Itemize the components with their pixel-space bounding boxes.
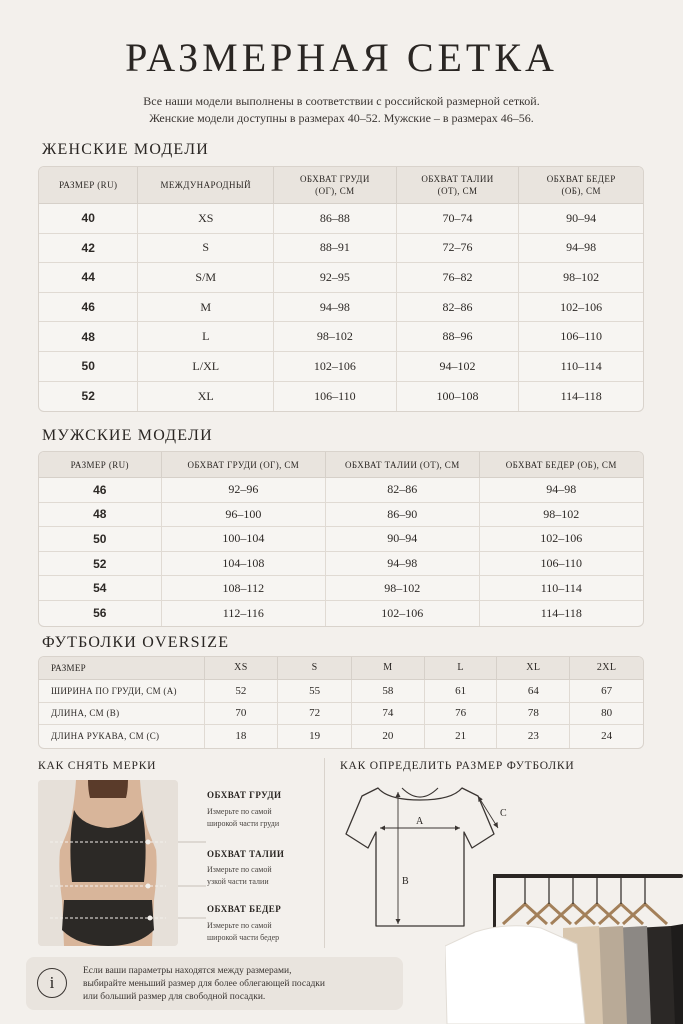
row-label-cell: 46 xyxy=(39,293,138,323)
table-cell: 76 xyxy=(425,703,498,726)
col-header: РАЗМЕР (RU) xyxy=(39,167,138,204)
intro-text xyxy=(0,93,683,127)
table-row xyxy=(39,263,643,293)
table-cell: 72–76 xyxy=(397,234,520,264)
men-section-title: МУЖСКИЕ МОДЕЛИ xyxy=(42,427,213,444)
table-row xyxy=(39,352,643,382)
table-cell: 72 xyxy=(278,703,352,726)
col-header: XL xyxy=(497,657,570,680)
table-cell: 92–95 xyxy=(274,263,397,293)
men-size-table xyxy=(38,451,644,627)
table-cell: 82–86 xyxy=(326,478,479,503)
table-row xyxy=(39,680,643,703)
table-cell: 94–98 xyxy=(519,234,643,264)
table-cell: L xyxy=(138,322,274,352)
col-header: ОБХВАТ ГРУДИ (ОГ), СМ xyxy=(274,167,397,204)
row-label-cell: 40 xyxy=(39,204,138,234)
table-cell: 106–110 xyxy=(274,382,397,412)
table-row xyxy=(39,601,643,626)
intro-line-2: Женские модели доступны в размерах 40–52. Мужские – в размерах 46–56. xyxy=(149,111,534,125)
col-header: L xyxy=(425,657,498,680)
table-cell: 108–112 xyxy=(162,576,326,601)
info-text xyxy=(83,965,393,1004)
chest-text xyxy=(207,806,317,830)
table-cell: 96–100 xyxy=(162,503,326,528)
table-cell: 19 xyxy=(278,725,352,748)
col-header: ОБХВАТ ТАЛИИ (ОТ), СМ xyxy=(326,452,479,478)
table-cell: 94–98 xyxy=(274,293,397,323)
table-row xyxy=(39,382,643,412)
table-cell: 23 xyxy=(497,725,570,748)
row-label-cell: 54 xyxy=(39,576,162,601)
table-cell: XS xyxy=(138,204,274,234)
table-cell: 58 xyxy=(352,680,425,703)
table-cell: 86–88 xyxy=(274,204,397,234)
info-line-2: выбирайте меньший размер для более облегающей посадки xyxy=(83,979,326,989)
row-label-cell: ДЛИНА РУКАВА, СМ (C) xyxy=(39,725,205,748)
table-cell: 106–110 xyxy=(480,552,643,577)
women-size-table xyxy=(38,166,644,412)
intro-line-1: Все наши модели выполнены в соответствии с российской размерной сеткой. xyxy=(143,94,540,108)
table-cell: 88–96 xyxy=(397,322,520,352)
page-title: РАЗМЕРНАЯ СЕТКА xyxy=(125,35,558,80)
label-c: C xyxy=(500,808,507,819)
row-label-cell: 48 xyxy=(39,503,162,528)
table-cell: 67 xyxy=(570,680,643,703)
chest-label: ОБХВАТ ГРУДИ xyxy=(207,790,282,800)
table-row xyxy=(39,703,643,726)
table-cell: 52 xyxy=(205,680,279,703)
row-label-cell: 42 xyxy=(39,234,138,264)
row-label-cell: 56 xyxy=(39,601,162,626)
table-cell: 88–91 xyxy=(274,234,397,264)
col-header: 2XL xyxy=(570,657,643,680)
info-icon: i xyxy=(37,968,67,998)
table-cell: 114–118 xyxy=(560,388,602,403)
hips-label: ОБХВАТ БЕДЕР xyxy=(207,904,282,914)
table-cell: 102–106 xyxy=(480,527,643,552)
table-cell: 114–118 xyxy=(540,605,582,620)
col-header: РАЗМЕР xyxy=(39,657,205,680)
table-cell: 106–110 xyxy=(519,322,643,352)
table-row xyxy=(39,576,643,601)
table-cell: 98–102 xyxy=(326,576,479,601)
tees-size-table xyxy=(38,656,644,749)
table-cell: 90–94 xyxy=(519,204,643,234)
table-row xyxy=(39,527,643,552)
table-row xyxy=(39,234,643,264)
table-cell: 64 xyxy=(497,680,570,703)
row-label-cell: 44 xyxy=(39,263,138,293)
clothing-rack-image xyxy=(445,870,683,1024)
table-cell: 104–108 xyxy=(162,552,326,577)
col-header: ОБХВАТ ГРУДИ (ОГ), СМ xyxy=(162,452,326,478)
row-label-cell: 50 xyxy=(39,527,162,552)
table-cell: 102–106 xyxy=(519,293,643,323)
col-header: M xyxy=(352,657,425,680)
table-row xyxy=(39,204,643,234)
tees-section-title: ФУТБОЛКИ OVERSIZE xyxy=(42,634,230,651)
table-cell: 102–106 xyxy=(326,601,479,626)
info-line-1: Если ваши параметры находятся между размерами, xyxy=(83,966,292,976)
table-cell: 70–74 xyxy=(397,204,520,234)
table-row xyxy=(39,478,643,503)
model-photo xyxy=(38,780,178,946)
waist-label: ОБХВАТ ТАЛИИ xyxy=(207,849,285,859)
row-label-cell: ДЛИНА, СМ (B) xyxy=(39,703,205,726)
hips-text-line-2: широкой части бедер xyxy=(207,933,280,942)
table-cell: 102–106 xyxy=(274,352,397,382)
table-cell: 70 xyxy=(205,703,279,726)
section-divider xyxy=(324,758,325,948)
table-cell: S/M xyxy=(138,263,274,293)
row-label-cell: 52 xyxy=(39,382,138,412)
label-a: A xyxy=(416,816,424,827)
col-header: ОБХВАТ БЕДЕР (ОБ), СМ xyxy=(519,167,643,204)
waist-text xyxy=(207,864,317,888)
chest-text-line-2: широкой части груди xyxy=(207,819,280,828)
waist-text-line-1: Измерьте по самой xyxy=(207,865,272,874)
row-label-cell: 50 xyxy=(39,352,138,382)
table-cell: 24 xyxy=(601,730,613,743)
hips-text xyxy=(207,920,317,944)
table-cell: 78 xyxy=(497,703,570,726)
row-label-cell: 46 xyxy=(39,478,162,503)
table-cell: 94–98 xyxy=(326,552,479,577)
table-cell: 110–114 xyxy=(480,576,643,601)
table-row xyxy=(39,552,643,577)
col-header: МЕЖДУНАРОДНЫЙ xyxy=(138,167,274,204)
row-label-cell: 48 xyxy=(39,322,138,352)
table-cell: 20 xyxy=(352,725,425,748)
table-cell: M xyxy=(138,293,274,323)
table-cell: 112–116 xyxy=(162,601,326,626)
col-header: РАЗМЕР (RU) xyxy=(39,452,162,478)
row-label-cell: 52 xyxy=(39,552,162,577)
table-cell: 100–104 xyxy=(162,527,326,552)
table-row xyxy=(39,503,643,528)
table-header-row xyxy=(39,452,643,478)
table-cell: 100–108 xyxy=(397,382,520,412)
table-cell: 86–90 xyxy=(326,503,479,528)
row-label-cell: ШИРИНА ПО ГРУДИ, СМ (A) xyxy=(39,680,205,703)
women-section-title: ЖЕНСКИЕ МОДЕЛИ xyxy=(42,141,210,158)
info-box xyxy=(26,957,403,1010)
table-cell: 74 xyxy=(352,703,425,726)
table-header-row xyxy=(39,657,643,680)
col-header: S xyxy=(278,657,352,680)
table-cell: 18 xyxy=(205,725,279,748)
table-cell: 94–98 xyxy=(480,478,643,503)
table-cell: 94–102 xyxy=(397,352,520,382)
table-cell: 98–102 xyxy=(274,322,397,352)
waist-text-line-2: узкой части талии xyxy=(207,877,269,886)
table-cell: 82–86 xyxy=(397,293,520,323)
table-cell: 110–114 xyxy=(519,352,643,382)
table-cell: L/XL xyxy=(138,352,274,382)
col-header: ОБХВАТ БЕДЕР (ОБ), СМ xyxy=(480,452,643,478)
table-row xyxy=(39,322,643,352)
table-cell: 92–96 xyxy=(162,478,326,503)
measure-leader-lines xyxy=(178,780,206,946)
table-row xyxy=(39,293,643,323)
table-cell: 61 xyxy=(425,680,498,703)
col-header: ОБХВАТ ТАЛИИ (ОТ), СМ xyxy=(397,167,520,204)
table-cell: 80 xyxy=(570,703,643,726)
table-cell: 90–94 xyxy=(326,527,479,552)
chest-text-line-1: Измерьте по самой xyxy=(207,807,272,816)
table-header-row xyxy=(39,167,643,204)
label-b: B xyxy=(402,876,409,887)
table-row xyxy=(39,725,643,748)
table-cell: 21 xyxy=(425,725,498,748)
table-cell: 55 xyxy=(278,680,352,703)
table-cell: 98–102 xyxy=(480,503,643,528)
table-cell: 98–102 xyxy=(519,263,643,293)
hips-text-line-1: Измерьте по самой xyxy=(207,921,272,930)
table-cell: XL xyxy=(138,382,274,412)
col-header: XS xyxy=(205,657,279,680)
table-cell: S xyxy=(138,234,274,264)
tee-size-section-title: КАК ОПРЕДЕЛИТЬ РАЗМЕР ФУТБОЛКИ xyxy=(340,760,575,772)
table-cell: 76–82 xyxy=(397,263,520,293)
info-line-3: или больший размер для свободной посадки. xyxy=(83,992,266,1002)
measure-section-title: КАК СНЯТЬ МЕРКИ xyxy=(38,760,157,772)
